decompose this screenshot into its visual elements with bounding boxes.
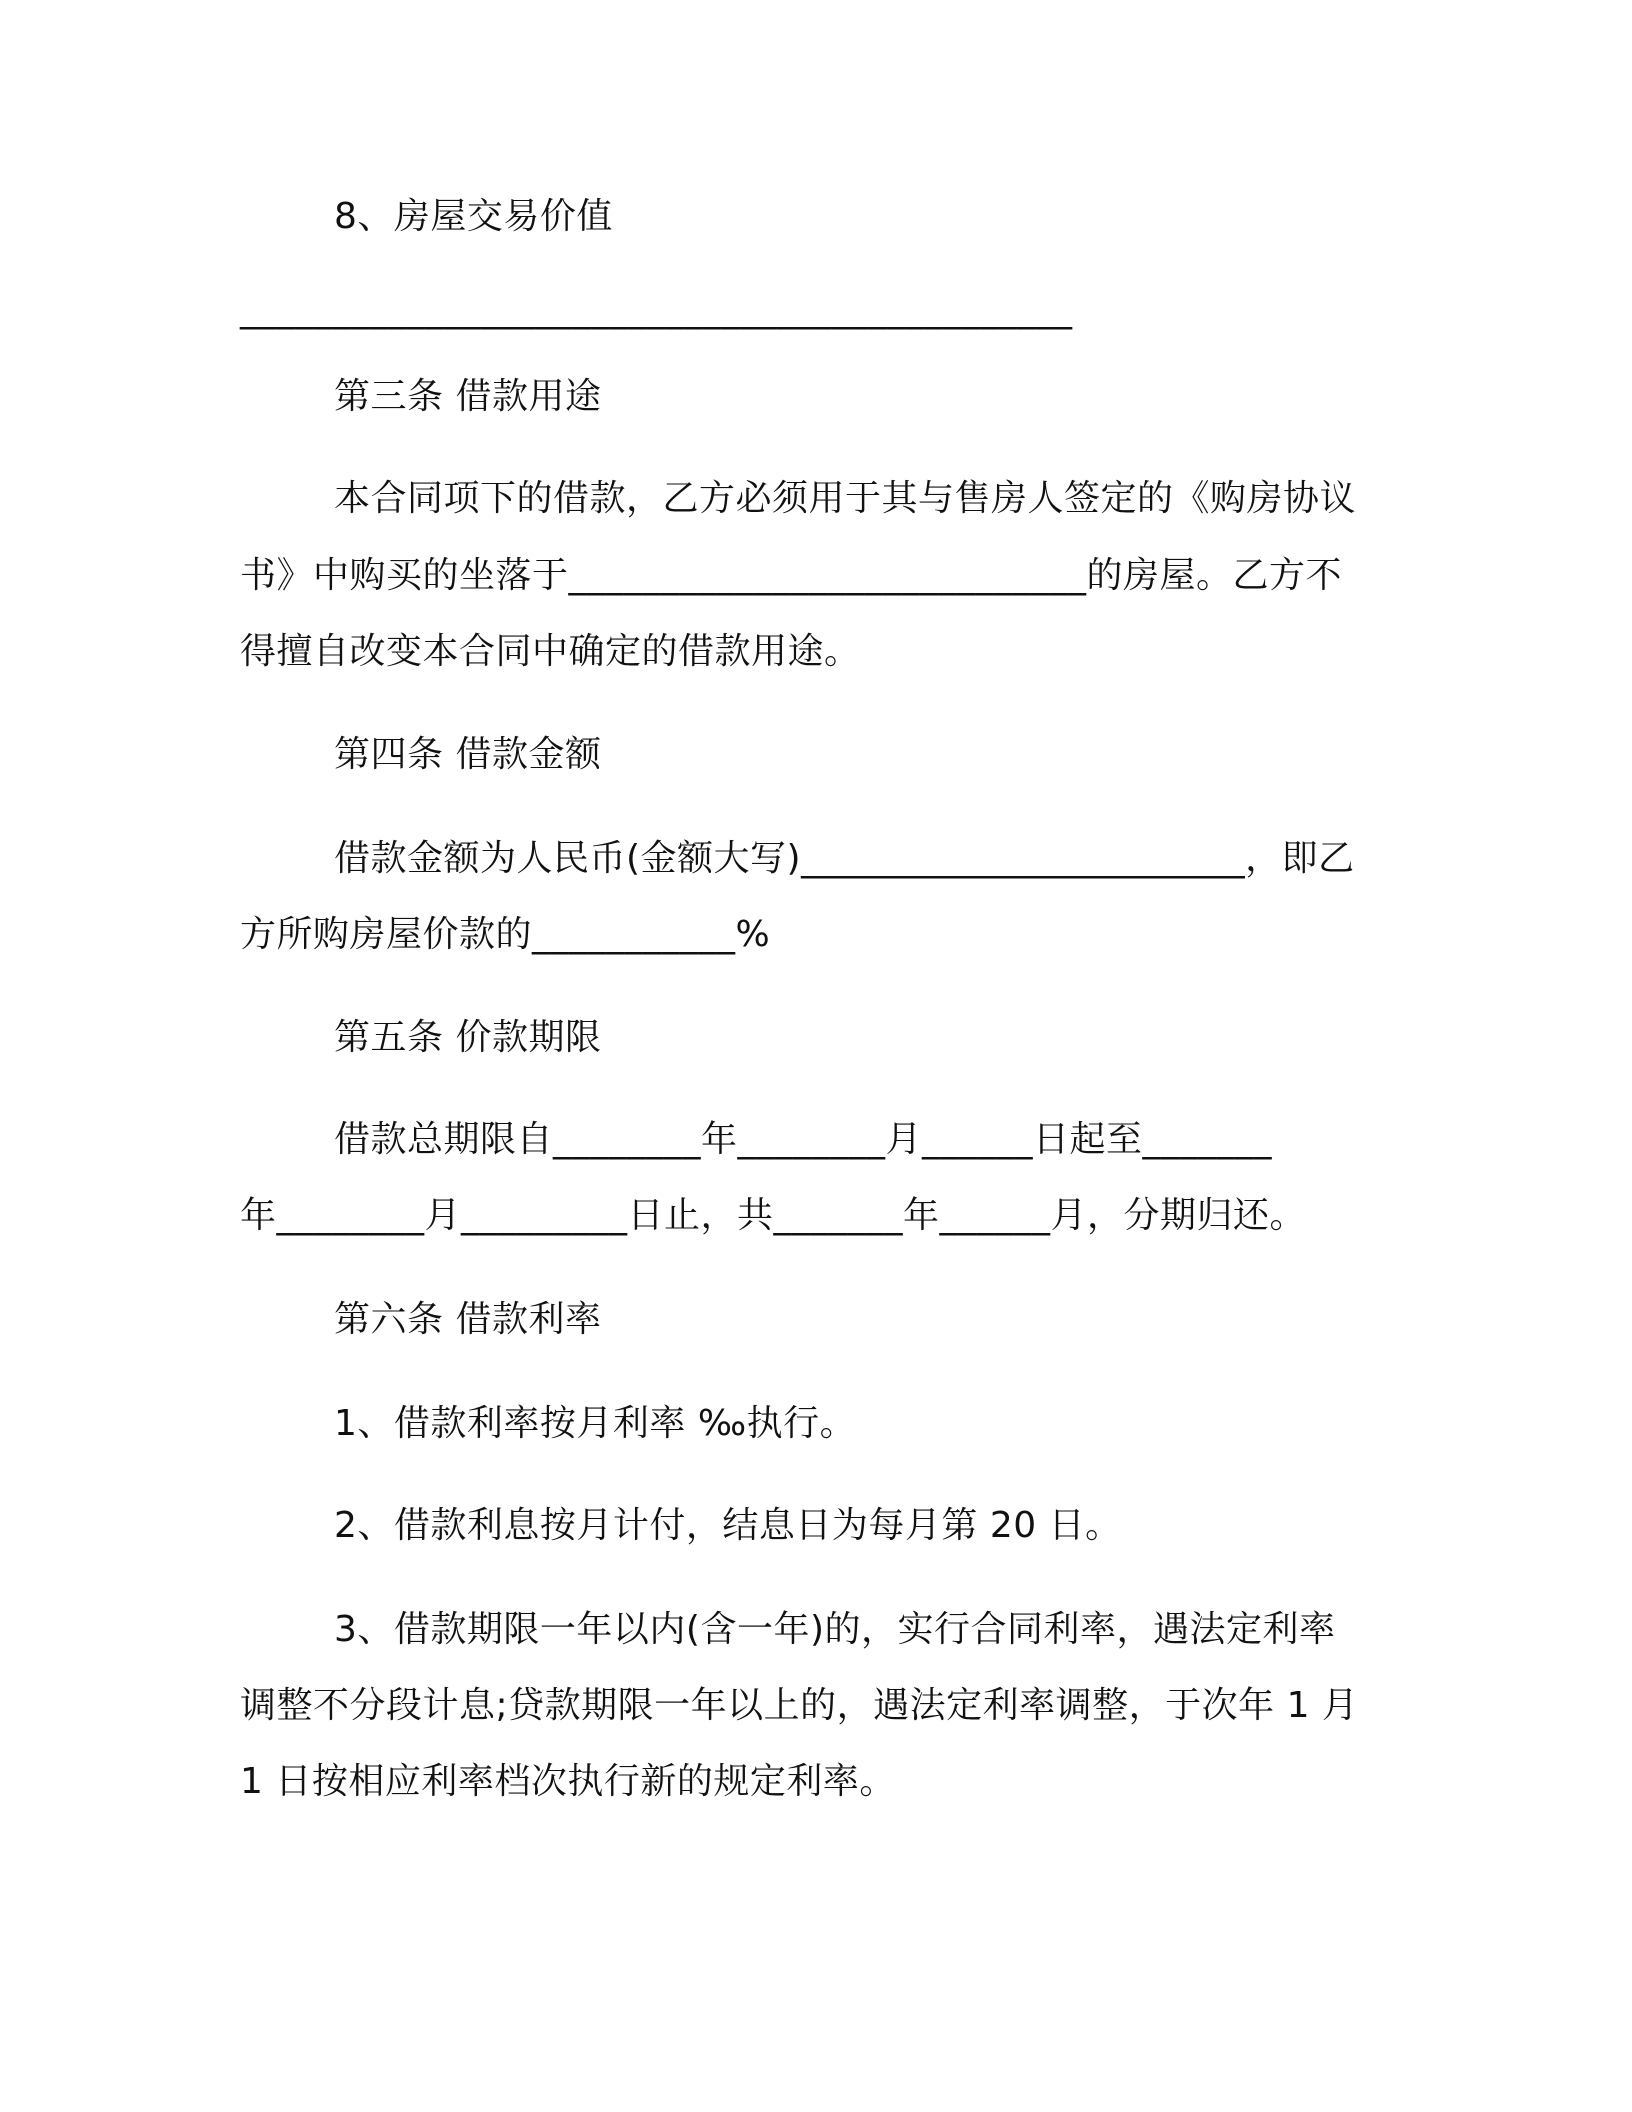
article-3-paragraph-line-2: 书》中购买的坐落于____________________________的房屋。乙方不	[240, 555, 1343, 596]
article-6-item-1: 1、借款利率按月利率 ‰执行。	[334, 1403, 857, 1444]
item-8-house-value: 8、房屋交易价值	[334, 196, 613, 237]
article-4-heading: 第四条 借款金额	[334, 734, 602, 775]
article-6-item-3-line-2: 调整不分段计息;贷款期限一年以上的，遇法定利率调整，于次年 1 月	[240, 1685, 1359, 1726]
article-5-heading: 第五条 价款期限	[334, 1017, 602, 1058]
article-3-paragraph-line-1: 本合同项下的借款，乙方必须用于其与售房人签定的《购房协议	[334, 478, 1357, 519]
value-blank-line: _____________________________________________	[240, 289, 1073, 330]
article-3-heading: 第三条 借款用途	[334, 376, 602, 417]
article-5-paragraph-line-2: 年________月_________日止，共_______年______月，分期归还。	[240, 1195, 1307, 1236]
article-4-paragraph-line-1: 借款金额为人民币(金额大写)________________________，即乙	[334, 838, 1355, 879]
article-4-paragraph-line-2: 方所购房屋价款的___________%	[240, 914, 771, 955]
article-5-paragraph-line-1: 借款总期限自________年________月______日起至_______	[334, 1119, 1273, 1160]
article-6-item-3-line-1: 3、借款期限一年以内(含一年)的，实行合同利率，遇法定利率	[334, 1609, 1336, 1650]
article-6-heading: 第六条 借款利率	[334, 1299, 602, 1340]
article-3-paragraph-line-3: 得擅自改变本合同中确定的借款用途。	[240, 631, 861, 672]
article-6-item-2: 2、借款利息按月计付，结息日为每月第 20 日。	[334, 1505, 1122, 1546]
article-6-item-3-line-3: 1 日按相应利率档次执行新的规定利率。	[240, 1761, 896, 1802]
